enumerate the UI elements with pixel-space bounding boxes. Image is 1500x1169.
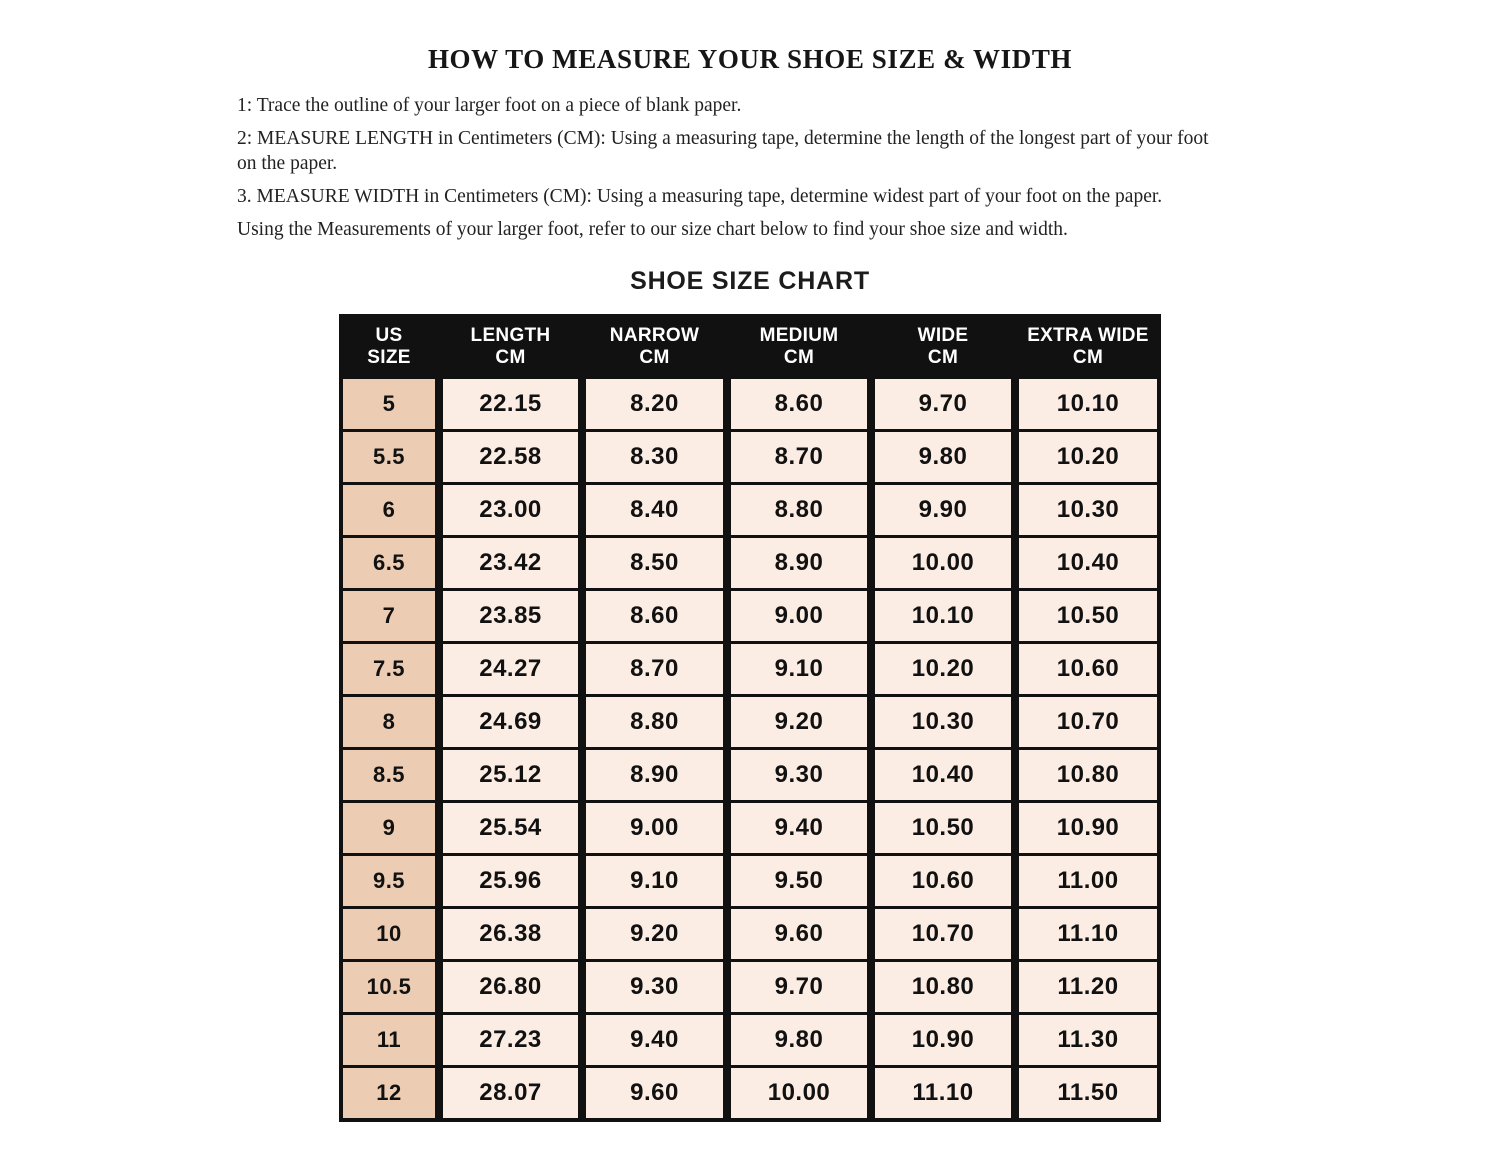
measurement-cell: 9.90 — [875, 485, 1011, 535]
measurement-cell: 11.00 — [1019, 856, 1157, 906]
measurement-cell: 9.70 — [731, 962, 867, 1012]
measurement-cell: 9.50 — [731, 856, 867, 906]
measurement-cell: 10.80 — [875, 962, 1011, 1012]
header-cell-us-size: US SIZE — [343, 318, 435, 376]
measurement-cell: 8.90 — [731, 538, 867, 588]
us-size-cell: 7.5 — [343, 644, 435, 694]
measurement-cell: 23.42 — [443, 538, 578, 588]
measurement-cell: 9.80 — [731, 1015, 867, 1065]
measurement-cell: 9.80 — [875, 432, 1011, 482]
measurement-cell: 10.10 — [875, 591, 1011, 641]
measurement-cell: 9.20 — [731, 697, 867, 747]
measurement-cell: 9.00 — [586, 803, 723, 853]
measurement-cell: 25.12 — [443, 750, 578, 800]
measurement-cell: 25.54 — [443, 803, 578, 853]
measurement-cell: 9.00 — [731, 591, 867, 641]
measurement-cell: 9.60 — [731, 909, 867, 959]
measurement-cell: 24.27 — [443, 644, 578, 694]
measurement-cell: 23.85 — [443, 591, 578, 641]
measurement-cell: 8.40 — [586, 485, 723, 535]
measurement-cell: 10.50 — [875, 803, 1011, 853]
us-size-cell: 11 — [343, 1015, 435, 1065]
us-size-cell: 9 — [343, 803, 435, 853]
measurement-cell: 9.60 — [586, 1068, 723, 1118]
measurement-cell: 8.80 — [586, 697, 723, 747]
size-guide-page — [0, 44, 1500, 1122]
measurement-cell: 9.40 — [586, 1015, 723, 1065]
measurement-cell: 10.80 — [1019, 750, 1157, 800]
measurement-cell: 10.60 — [1019, 644, 1157, 694]
instructions — [237, 93, 1222, 243]
page-title: HOW TO MEASURE YOUR SHOE SIZE & WIDTH — [427, 44, 1073, 74]
measurement-cell: 10.40 — [875, 750, 1011, 800]
shoe-size-table-grid — [343, 318, 1157, 1118]
measurement-cell: 27.23 — [443, 1015, 578, 1065]
measurement-cell: 8.20 — [586, 379, 723, 429]
measurement-cell: 24.69 — [443, 697, 578, 747]
measurement-cell: 10.70 — [1019, 697, 1157, 747]
us-size-cell: 9.5 — [343, 856, 435, 906]
us-size-cell: 6 — [343, 485, 435, 535]
us-size-cell: 10 — [343, 909, 435, 959]
us-size-cell: 8.5 — [343, 750, 435, 800]
measurement-cell: 9.10 — [731, 644, 867, 694]
measurement-cell: 23.00 — [443, 485, 578, 535]
measurement-cell: 9.20 — [586, 909, 723, 959]
measurement-cell: 22.58 — [443, 432, 578, 482]
measurement-cell: 9.70 — [875, 379, 1011, 429]
measurement-cell: 11.50 — [1019, 1068, 1157, 1118]
measurement-cell: 28.07 — [443, 1068, 578, 1118]
header-cell-extra-wide-cm: EXTRA WIDE CM — [1019, 318, 1157, 376]
measurement-cell: 25.96 — [443, 856, 578, 906]
measurement-cell: 10.00 — [875, 538, 1011, 588]
us-size-cell: 6.5 — [343, 538, 435, 588]
measurement-cell: 26.38 — [443, 909, 578, 959]
measurement-cell: 11.10 — [875, 1068, 1011, 1118]
measurement-cell: 11.10 — [1019, 909, 1157, 959]
us-size-cell: 5.5 — [343, 432, 435, 482]
measurement-cell: 26.80 — [443, 962, 578, 1012]
measurement-cell: 8.70 — [586, 644, 723, 694]
measurement-cell: 10.60 — [875, 856, 1011, 906]
measurement-cell: 8.70 — [731, 432, 867, 482]
header-cell-narrow-cm: NARROW CM — [586, 318, 723, 376]
measurement-cell: 11.30 — [1019, 1015, 1157, 1065]
us-size-cell: 8 — [343, 697, 435, 747]
table-title: SHOE SIZE CHART — [630, 266, 870, 295]
measurement-cell: 9.30 — [586, 962, 723, 1012]
measurement-cell: 9.40 — [731, 803, 867, 853]
measurement-cell: 8.30 — [586, 432, 723, 482]
instruction-note: Using the Measurements of your larger foot, refer to our size chart below to find your shoe size and width. — [237, 218, 1068, 240]
measurement-cell: 22.15 — [443, 379, 578, 429]
measurement-cell: 9.30 — [731, 750, 867, 800]
measurement-cell: 10.10 — [1019, 379, 1157, 429]
measurement-cell: 10.20 — [875, 644, 1011, 694]
header-cell-length-cm: LENGTH CM — [443, 318, 578, 376]
measurement-cell: 8.60 — [731, 379, 867, 429]
measurement-cell: 9.10 — [586, 856, 723, 906]
measurement-cell: 10.90 — [1019, 803, 1157, 853]
us-size-cell: 7 — [343, 591, 435, 641]
measurement-cell: 8.90 — [586, 750, 723, 800]
us-size-cell: 5 — [343, 379, 435, 429]
measurement-cell: 10.50 — [1019, 591, 1157, 641]
measurement-cell: 10.40 — [1019, 538, 1157, 588]
measurement-cell: 10.70 — [875, 909, 1011, 959]
us-size-cell: 12 — [343, 1068, 435, 1118]
measurement-cell: 8.60 — [586, 591, 723, 641]
measurement-cell: 8.80 — [731, 485, 867, 535]
header-cell-wide-cm: WIDE CM — [875, 318, 1011, 376]
measurement-cell: 10.90 — [875, 1015, 1011, 1065]
measurement-cell: 10.00 — [731, 1068, 867, 1118]
measurement-cell: 10.30 — [875, 697, 1011, 747]
measurement-cell: 8.50 — [586, 538, 723, 588]
measurement-cell: 11.20 — [1019, 962, 1157, 1012]
measurement-cell: 10.30 — [1019, 485, 1157, 535]
us-size-cell: 10.5 — [343, 962, 435, 1012]
header-cell-medium-cm: MEDIUM CM — [731, 318, 867, 376]
measurement-cell: 10.20 — [1019, 432, 1157, 482]
instruction-step-3: 3. MEASURE WIDTH in Centimeters (CM): Using a measuring tape, determine widest part of your foot on the paper. — [237, 186, 1163, 208]
shoe-size-table — [339, 314, 1161, 1122]
instruction-step-1: 1: Trace the outline of your larger foot on a piece of blank paper. — [237, 95, 742, 116]
instruction-step-2: 2: MEASURE LENGTH in Centimeters (CM): Using a measuring tape, determine the length of the longest part of your foot on the paper. — [237, 127, 1209, 175]
